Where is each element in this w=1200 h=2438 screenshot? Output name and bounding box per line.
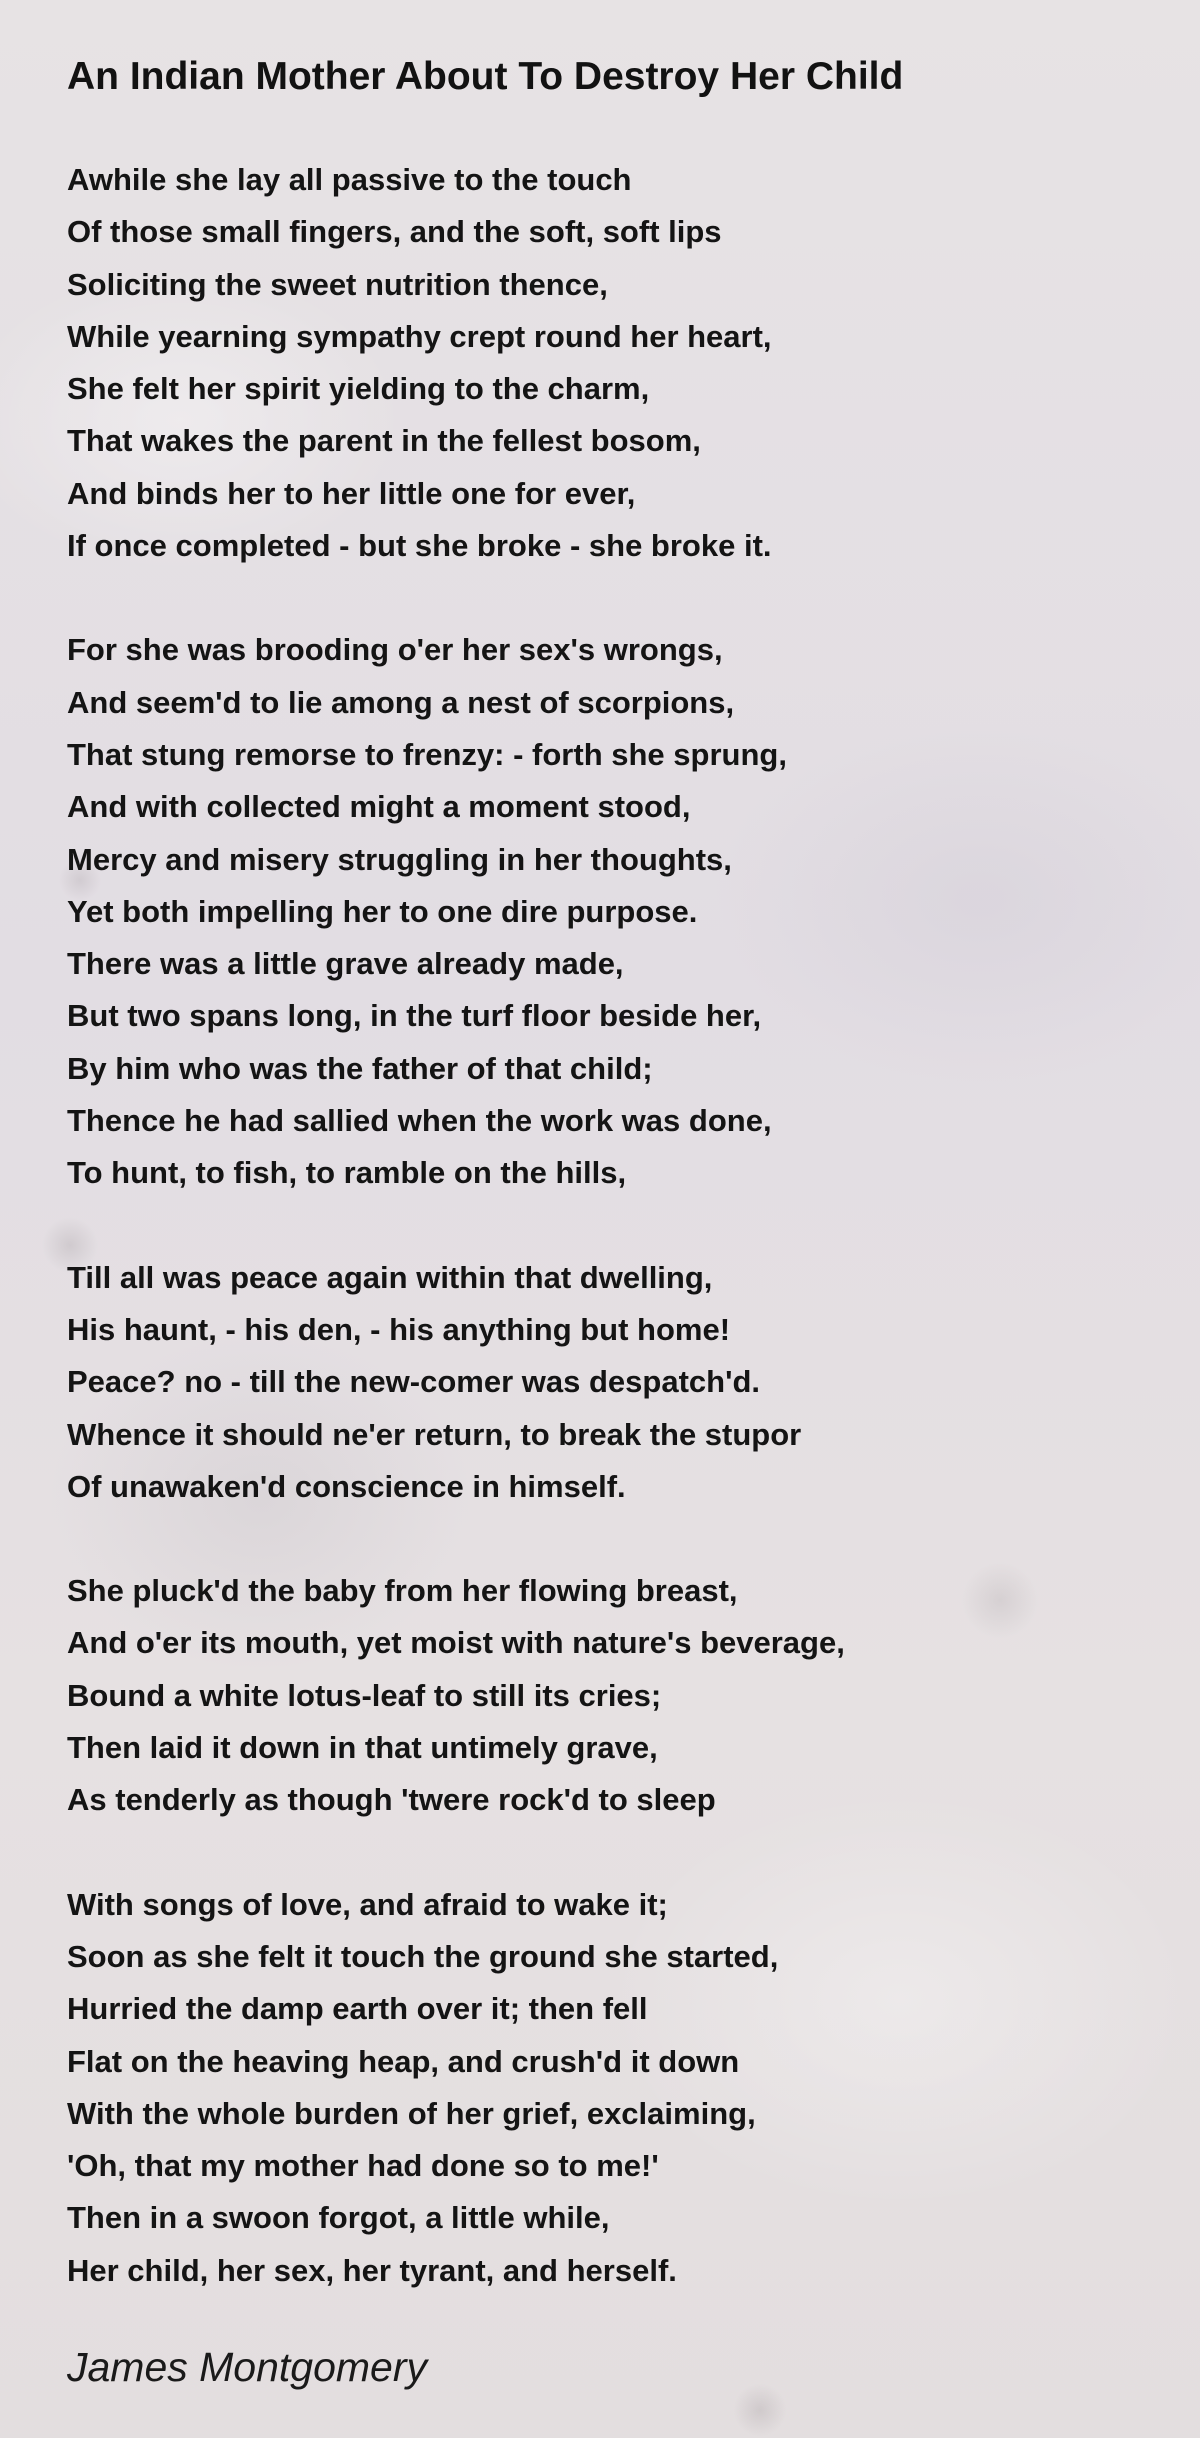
poem-line: Soliciting the sweet nutrition thence,: [67, 266, 608, 302]
poem-line: That stung remorse to frenzy: - forth she sprung,: [67, 736, 787, 772]
poem-line: By him who was the father of that child;: [67, 1050, 653, 1086]
poem-line: Soon as she felt it touch the ground she started,: [67, 1938, 779, 1974]
poem-line: While yearning sympathy crept round her heart,: [67, 318, 772, 354]
poem-line: Of those small fingers, and the soft, soft lips: [67, 214, 722, 250]
poem-line: 'Oh, that my mother had done so to me!': [67, 2148, 659, 2184]
poem-line: Of unawaken'd conscience in himself.: [67, 1468, 626, 1504]
poem-line: With songs of love, and afraid to wake it;: [67, 1886, 668, 1922]
poem-line: Till all was peace again within that dwelling,: [67, 1259, 713, 1295]
stanza-2: [67, 624, 1133, 1199]
poem-line: Whence it should ne'er return, to break the stupor: [67, 1416, 802, 1452]
stanza-3: [67, 1252, 1133, 1513]
poem-line: And with collected might a moment stood,: [67, 789, 691, 825]
poem-line: And seem'd to lie among a nest of scorpions,: [67, 684, 735, 720]
poem-line: As tenderly as though 'twere rock'd to sleep: [67, 1782, 716, 1818]
poem-line: His haunt, - his den, - his anything but home!: [67, 1311, 731, 1347]
poem-line: Mercy and misery struggling in her thoughts,: [67, 841, 732, 877]
poem-line: With the whole burden of her grief, exclaiming,: [67, 2095, 756, 2131]
stanza-4: [67, 1565, 1133, 1826]
poem-author: James Montgomery: [67, 2343, 428, 2390]
poem-line: And binds her to her little one for ever,: [67, 475, 636, 511]
poem-line: Then in a swoon forgot, a little while,: [67, 2200, 610, 2236]
poem-line: That wakes the parent in the fellest bosom,: [67, 423, 701, 459]
poem-line: For she was brooding o'er her sex's wrongs,: [67, 632, 723, 668]
stanza-5: [67, 1879, 1133, 2297]
poem-line: Awhile she lay all passive to the touch: [67, 162, 632, 197]
poem-line: And o'er its mouth, yet moist with nature's beverage,: [67, 1625, 845, 1661]
poem-line: If once completed - but she broke - she broke it.: [67, 528, 772, 564]
poem-line: Bound a white lotus-leaf to still its cries;: [67, 1677, 662, 1713]
poem-line: She pluck'd the baby from her flowing breast,: [67, 1573, 738, 1609]
poem-line: There was a little grave already made,: [67, 946, 624, 982]
poem-line: Her child, her sex, her tyrant, and herself.: [67, 2252, 677, 2288]
poem-line: Thence he had sallied when the work was done,: [67, 1103, 772, 1139]
poem-line: She felt her spirit yielding to the charm,: [67, 371, 650, 407]
poem-line: Hurried the damp earth over it; then fell: [67, 1991, 648, 2027]
poem-line: But two spans long, in the turf floor beside her,: [67, 998, 762, 1034]
poem-line: Flat on the heaving heap, and crush'd it down: [67, 2043, 740, 2079]
stanza-1: [67, 154, 1133, 572]
poem-body: [67, 154, 1133, 2297]
poem-line: Yet both impelling her to one dire purpose.: [67, 893, 698, 929]
poem-line: Peace? no - till the new-comer was despatch'd.: [67, 1364, 760, 1400]
poem-line: Then laid it down in that untimely grave,: [67, 1730, 658, 1766]
poem-title: An Indian Mother About To Destroy Her Child: [67, 55, 904, 98]
poem-line: To hunt, to fish, to ramble on the hills,: [67, 1155, 627, 1191]
